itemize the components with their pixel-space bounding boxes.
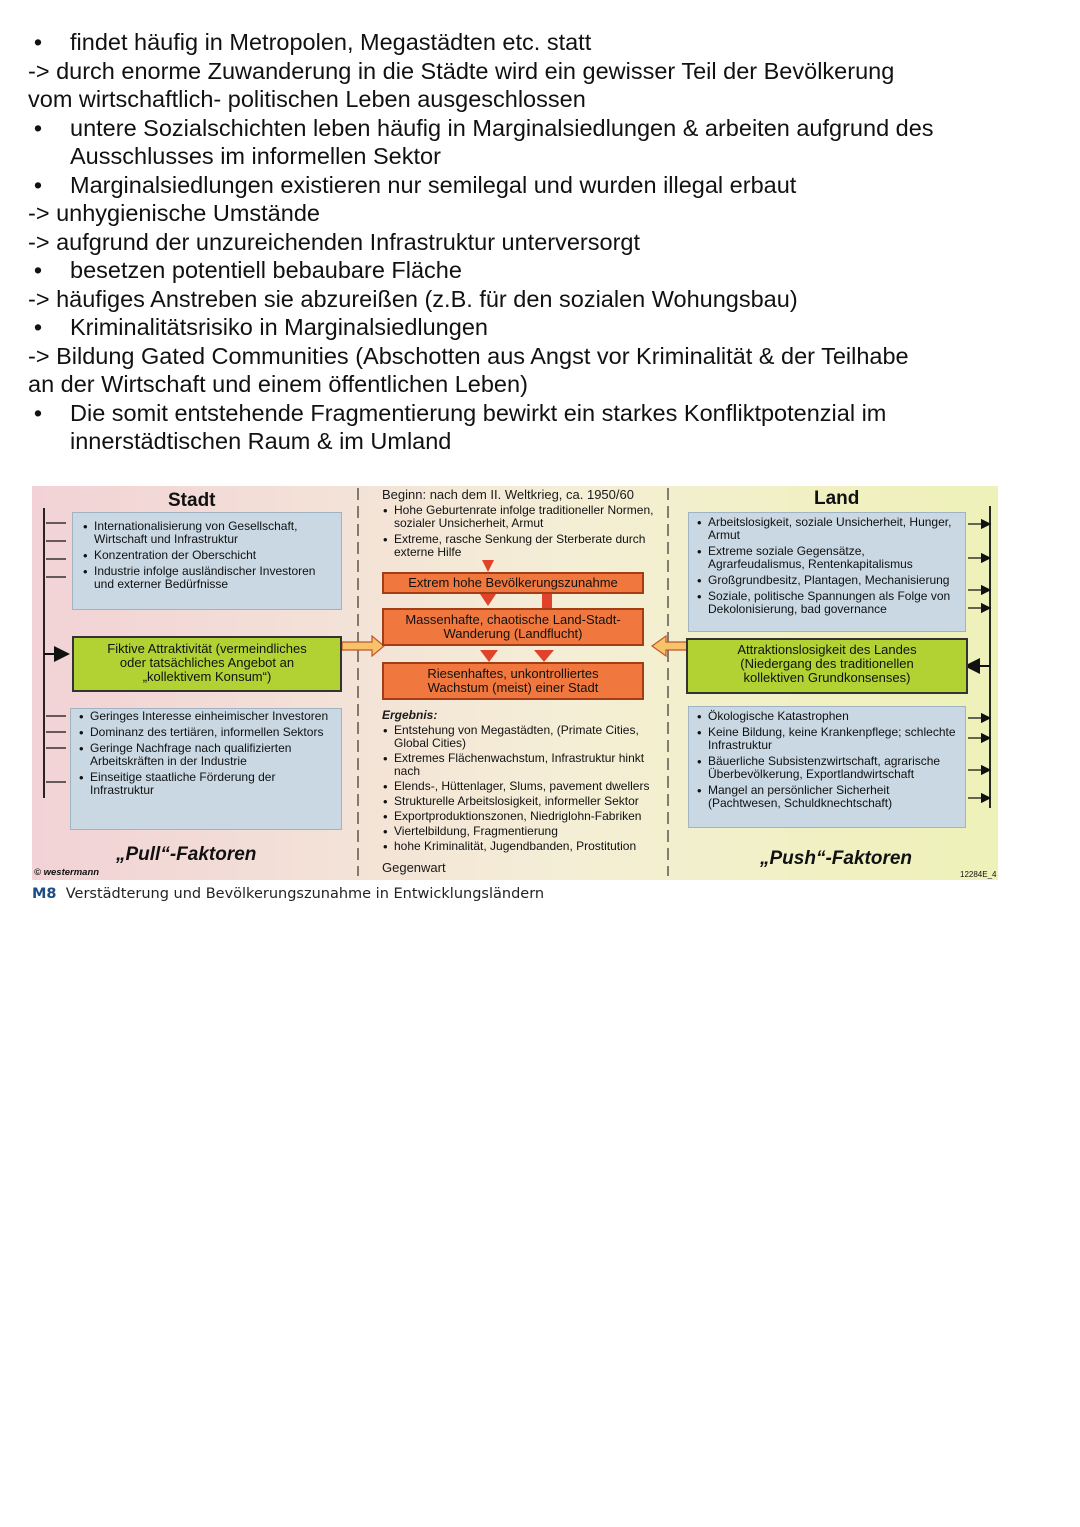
note-bullet bbox=[28, 28, 1048, 57]
note-text: Die somit entstehende Fragmentierung bewirkt ein starkes Konfliktpotenzial im innerstädtischen Raum & im Umland bbox=[70, 399, 887, 454]
note-bullet bbox=[28, 256, 1048, 285]
bullet-icon: • bbox=[33, 257, 43, 283]
note-line: -> durch enorme Zuwanderung in die Städte wird ein gewisser Teil der Bevölkerung bbox=[28, 57, 895, 84]
box-landflucht bbox=[382, 608, 644, 646]
stadt-green-text: Fiktive Attraktivität (vermeindliches oder tatsächliches Angebot an „kollektivem Konsum“) bbox=[107, 641, 307, 684]
gegenwart-label: Gegenwart bbox=[382, 860, 446, 875]
list-item: • Großgrundbesitz, Plantagen, Mechanisierung bbox=[696, 574, 962, 587]
bullet-icon: • bbox=[33, 29, 43, 55]
list-item: • Exportproduktionszonen, Niedriglohn-Fabriken bbox=[382, 810, 668, 823]
stadt-title: Stadt bbox=[168, 490, 216, 511]
note-line: -> aufgrund der unzureichenden Infrastruktur unterversorgt bbox=[28, 228, 640, 255]
list-item: • Mangel an persönlicher Sicherheit (Pachtwesen, Schuldknechtschaft) bbox=[696, 784, 962, 810]
list-item: • Extreme soziale Gegensätze, Agrarfeudalismus, Rentenkapitalismus bbox=[696, 545, 962, 571]
stadt-top-list bbox=[82, 520, 336, 594]
land-green-text: Attraktionslosigkeit des Landes (Niedergang des traditionellen kollektiven Grundkonsenses) bbox=[737, 642, 917, 685]
box-wachstum-text: Riesenhaftes, unkontrolliertes Wachstum (meist) einer Stadt bbox=[427, 666, 599, 695]
stadt-green-box bbox=[72, 636, 342, 692]
bullet-icon: • bbox=[33, 114, 43, 141]
note-text: findet häufig in Metropolen, Megastädten etc. statt bbox=[70, 29, 592, 55]
note-line: vom wirtschaftlich- politischen Leben ausgeschlossen bbox=[28, 86, 586, 112]
list-item: • Viertelbildung, Fragmentierung bbox=[382, 825, 668, 838]
note-text: untere Sozialschichten leben häufig in Marginalsiedlungen & arbeiten aufgrund des Ausschlusses im informellen Sektor bbox=[70, 114, 934, 169]
note-text: Marginalsiedlungen existieren nur semilegal und wurden illegal erbaut bbox=[70, 171, 797, 198]
list-item: • Konzentration der Oberschicht bbox=[82, 549, 336, 562]
list-item: • Bäuerliche Subsistenzwirtschaft, agrarische Überbevölkerung, Exportlandwirtschaft bbox=[696, 755, 962, 781]
caption-number: M8 bbox=[32, 886, 57, 902]
list-item: • Einseitige staatliche Förderung der Infrastruktur bbox=[78, 771, 340, 797]
list-item: • Strukturelle Arbeitslosigkeit, informeller Sektor bbox=[382, 795, 668, 808]
note-text: Kriminalitätsrisiko in Marginalsiedlungen bbox=[70, 314, 488, 340]
push-faktoren-label: „Push“-Faktoren bbox=[760, 848, 913, 869]
list-item: • Dominanz des tertiären, informellen Sektors bbox=[78, 726, 340, 739]
land-green-box bbox=[686, 638, 968, 694]
caption-text: Verstädterung und Bevölkerungszunahme in Entwicklungsländern bbox=[65, 886, 545, 902]
list-item: • Hohe Geburtenrate infolge traditioneller Normen, sozialer Unsicherheit, Armut bbox=[382, 504, 658, 530]
list-item: • Extreme, rasche Senkung der Sterberate durch externe Hilfe bbox=[382, 533, 658, 559]
list-item: • Arbeitslosigkeit, soziale Unsicherheit, Hunger, Armut bbox=[696, 516, 962, 542]
figure-caption bbox=[32, 886, 544, 902]
bullet-icon: • bbox=[33, 314, 43, 340]
note-text: besetzen potentiell bebaubare Fläche bbox=[70, 257, 462, 283]
box-bevoelkerungszunahme-text: Extrem hohe Bevölkerungszunahme bbox=[408, 575, 618, 590]
bullet-icon: • bbox=[33, 171, 43, 198]
list-item: • Soziale, politische Spannungen als Folge von Dekolonisierung, bad governance bbox=[696, 590, 962, 616]
bullet-icon: • bbox=[33, 399, 43, 426]
center-begin-list bbox=[382, 504, 658, 562]
figure-code: 12284E_4 bbox=[960, 870, 997, 879]
list-item: • Extremes Flächenwachstum, Infrastruktur hinkt nach bbox=[382, 752, 668, 778]
list-item: • Geringe Nachfrage nach qualifizierten Arbeitskräften in der Industrie bbox=[78, 742, 340, 768]
note-line: an der Wirtschaft und einem öffentlichen Leben) bbox=[28, 371, 528, 397]
list-item: • Geringes Interesse einheimischer Investoren bbox=[78, 710, 340, 723]
list-item: • Industrie infolge ausländischer Investoren und externer Bedürfnisse bbox=[82, 565, 336, 591]
credit: © westermann bbox=[34, 867, 100, 878]
note-bullet bbox=[28, 313, 1048, 342]
center-begin: Beginn: nach dem II. Weltkrieg, ca. 1950/60 bbox=[382, 487, 634, 502]
notes-text bbox=[28, 28, 1048, 456]
note-bullet bbox=[28, 399, 1048, 456]
list-item: • Entstehung von Megastädten, (Primate Cities, Global Cities) bbox=[382, 724, 668, 750]
box-landflucht-text: Massenhafte, chaotische Land-Stadt-Wanderung (Landflucht) bbox=[405, 612, 621, 641]
note-line: -> häufiges Anstreben sie abzureißen (z.B. für den sozialen Wohungsbau) bbox=[28, 285, 798, 312]
list-item: • Keine Bildung, keine Krankenpflege; schlechte Infrastruktur bbox=[696, 726, 962, 752]
stadt-bottom-list bbox=[78, 710, 340, 800]
box-bevoelkerungszunahme bbox=[382, 572, 644, 594]
land-bottom-list bbox=[696, 710, 962, 813]
note-bullet bbox=[28, 114, 1048, 171]
box-wachstum bbox=[382, 662, 644, 700]
note-line: -> Bildung Gated Communities (Abschotten aus Angst vor Kriminalität & der Teilhabe bbox=[28, 342, 909, 369]
ergebnis-label: Ergebnis: bbox=[382, 708, 438, 722]
list-item: • hohe Kriminalität, Jugendbanden, Prostitution bbox=[382, 840, 668, 853]
note-line: -> unhygienische Umstände bbox=[28, 200, 320, 226]
figure-urbanization-diagram bbox=[32, 486, 998, 880]
ergebnis-list bbox=[382, 724, 668, 855]
land-top-list bbox=[696, 516, 962, 619]
list-item: • Elends-, Hüttenlager, Slums, pavement dwellers bbox=[382, 780, 668, 793]
list-item: • Internationalisierung von Gesellschaft, Wirtschaft und Infrastruktur bbox=[82, 520, 336, 546]
note-bullet bbox=[28, 171, 1048, 200]
pull-faktoren-label: „Pull“-Faktoren bbox=[116, 844, 257, 865]
land-title: Land bbox=[814, 488, 860, 509]
list-item: • Ökologische Katastrophen bbox=[696, 710, 962, 723]
